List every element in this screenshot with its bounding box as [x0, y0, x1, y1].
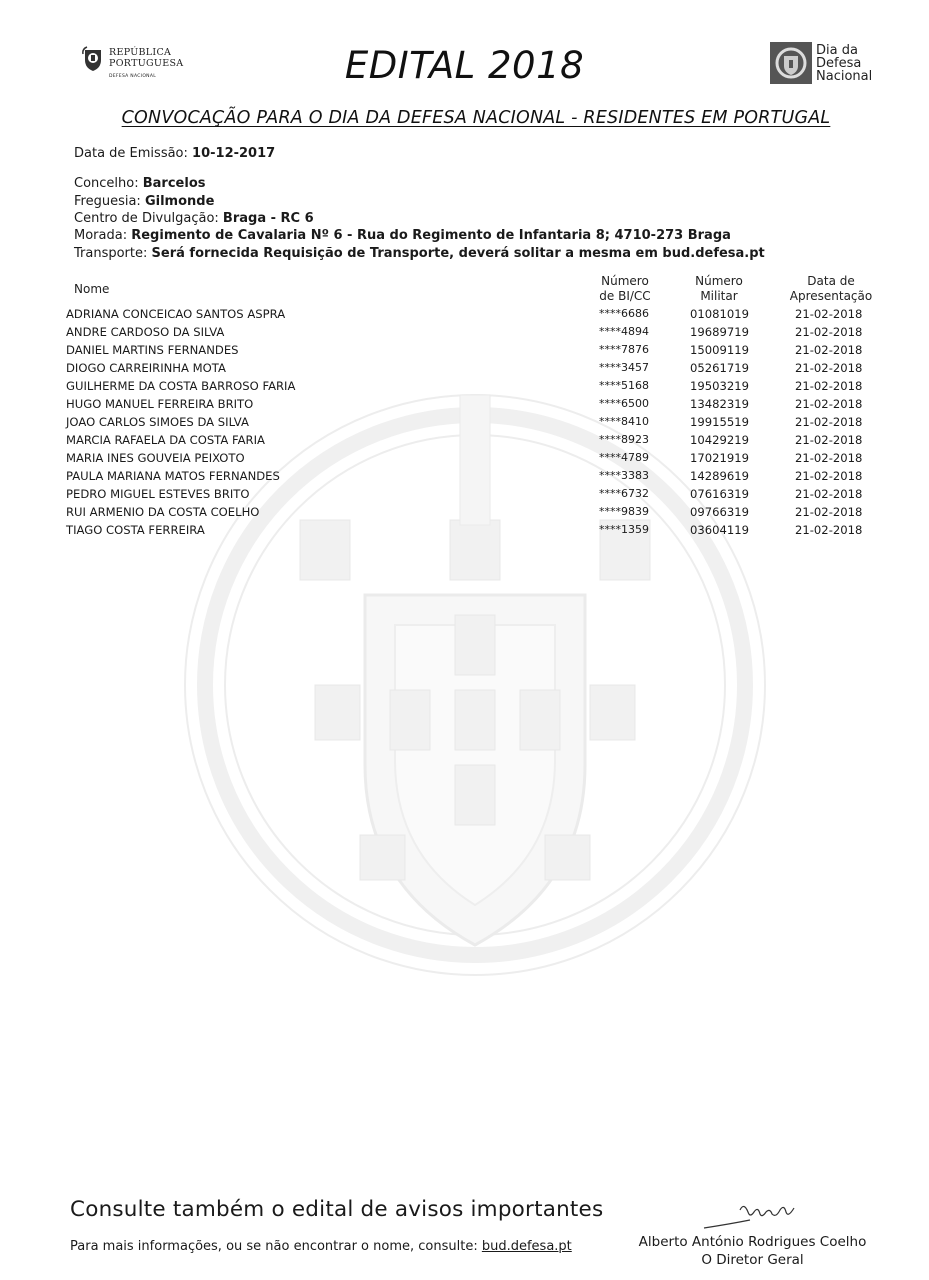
row-name: HUGO MANUEL FERREIRA BRITO — [66, 397, 254, 411]
row-name: TIAGO COSTA FERREIRA — [66, 523, 205, 537]
header-militar — [684, 274, 754, 304]
table-row — [66, 379, 886, 397]
row-militar: 01081019 — [690, 307, 750, 321]
freguesia-line — [74, 194, 214, 209]
morada-line — [74, 228, 731, 243]
transporte-line — [74, 246, 765, 261]
header-militar-line1: Número — [695, 274, 743, 288]
row-date: 21-02-2018 — [795, 379, 863, 393]
morada-label: Morada: — [74, 228, 128, 243]
row-date: 21-02-2018 — [795, 469, 863, 483]
row-bi: ****6686 — [599, 307, 649, 320]
row-date: 21-02-2018 — [795, 361, 863, 375]
header-bi-line2: de BI/CC — [599, 289, 651, 303]
page-title: EDITAL 2018 — [344, 44, 585, 87]
row-date: 21-02-2018 — [795, 307, 863, 321]
row-militar: 10429219 — [690, 433, 750, 447]
row-militar: 05261719 — [690, 361, 750, 375]
row-date: 21-02-2018 — [795, 451, 863, 465]
emission-label: Data de Emissão: — [74, 146, 188, 161]
row-name: PEDRO MIGUEL ESTEVES BRITO — [66, 487, 250, 501]
table-row — [66, 469, 886, 487]
republica-text: REPÚBLICA — [109, 47, 172, 58]
row-date: 21-02-2018 — [795, 487, 863, 501]
concelho-value: Barcelos — [142, 176, 206, 191]
table-row — [66, 433, 886, 451]
header-date-line2: Apresentação — [789, 289, 873, 303]
consult-notice: Consulte também o edital de avisos importantes — [70, 1197, 604, 1222]
row-militar: 07616319 — [690, 487, 750, 501]
row-bi: ****3457 — [599, 361, 649, 374]
freguesia-value: Gilmonde — [144, 194, 215, 209]
row-militar: 19915519 — [690, 415, 750, 429]
row-name: ADRIANA CONCEICAO SANTOS ASPRA — [66, 307, 286, 321]
row-name: DANIEL MARTINS FERNANDES — [66, 343, 239, 357]
transporte-label: Transporte: — [74, 246, 148, 261]
freguesia-label: Freguesia: — [74, 194, 141, 209]
row-bi: ****7876 — [599, 343, 649, 356]
header-name: Nome — [74, 282, 110, 296]
table-row — [66, 343, 886, 361]
row-bi: ****4789 — [599, 451, 649, 464]
emission-value: 10-12-2017 — [192, 146, 276, 161]
row-name: MARIA INES GOUVEIA PEIXOTO — [66, 451, 245, 465]
concelho-label: Concelho: — [74, 176, 139, 191]
row-date: 21-02-2018 — [795, 343, 863, 357]
row-name: DIOGO CARREIRINHA MOTA — [66, 361, 226, 375]
row-name: ANDRE CARDOSO DA SILVA — [66, 325, 225, 339]
row-name: JOAO CARLOS SIMOES DA SILVA — [66, 415, 249, 429]
table-row — [66, 361, 886, 379]
table-row — [66, 523, 886, 541]
header-bi — [590, 274, 660, 304]
row-bi: ****5168 — [599, 379, 649, 392]
defesa-nacional-small-text: DEFESA NACIONAL — [109, 74, 157, 79]
row-date: 21-02-2018 — [795, 325, 863, 339]
portuguesa-text: PORTUGUESA — [109, 58, 184, 69]
row-date: 21-02-2018 — [795, 505, 863, 519]
ddn-line3: Nacional — [816, 69, 873, 84]
morada-value: Regimento de Cavalaria Nº 6 - Rua do Regimento de Infantaria 8; 4710-273 Braga — [131, 228, 731, 243]
row-militar: 19503219 — [690, 379, 750, 393]
table-row — [66, 487, 886, 505]
header-militar-line2: Militar — [700, 289, 738, 303]
centro-line — [74, 211, 314, 226]
row-militar: 03604119 — [690, 523, 750, 537]
signer-title: O Diretor Geral — [701, 1252, 804, 1268]
row-bi: ****3383 — [599, 469, 649, 482]
signer-name: Alberto António Rodrigues Coelho — [638, 1234, 867, 1250]
row-bi: ****6732 — [599, 487, 649, 500]
centro-value: Braga - RC 6 — [222, 211, 314, 226]
ddn-line2: Defesa — [816, 56, 862, 71]
row-bi: ****4894 — [599, 325, 649, 338]
row-militar: 13482319 — [690, 397, 750, 411]
concelho-line — [74, 176, 206, 191]
row-bi: ****6500 — [599, 397, 649, 410]
row-name: MARCIA RAFAELA DA COSTA FARIA — [66, 433, 265, 447]
table-row — [66, 505, 886, 523]
signature — [700, 1198, 810, 1232]
more-info-line — [70, 1239, 572, 1254]
row-militar: 15009119 — [690, 343, 750, 357]
row-militar: 17021919 — [690, 451, 750, 465]
row-name: GUILHERME DA COSTA BARROSO FARIA — [66, 379, 296, 393]
table-row — [66, 451, 886, 469]
row-name: RUI ARMENIO DA COSTA COELHO — [66, 505, 260, 519]
ddn-emblem-icon — [770, 42, 812, 84]
row-date: 21-02-2018 — [795, 397, 863, 411]
row-bi: ****9839 — [599, 505, 649, 518]
row-date: 21-02-2018 — [795, 415, 863, 429]
more-info-text: Para mais informações, ou se não encontrar o nome, consulte: — [70, 1239, 478, 1254]
row-bi: ****8923 — [599, 433, 649, 446]
table-row — [66, 307, 886, 325]
row-militar: 09766319 — [690, 505, 750, 519]
table-row — [66, 415, 886, 433]
table-row — [66, 325, 886, 343]
row-militar: 19689719 — [690, 325, 750, 339]
ddn-logo — [770, 42, 900, 86]
centro-label: Centro de Divulgação: — [74, 211, 219, 226]
row-name: PAULA MARIANA MATOS FERNANDES — [66, 469, 280, 483]
table-row — [66, 397, 886, 415]
row-militar: 14289619 — [690, 469, 750, 483]
row-date: 21-02-2018 — [795, 523, 863, 537]
transporte-value: Será fornecida Requisição de Transporte, deverá solitar a mesma em bud.defesa.pt — [151, 246, 765, 261]
header-date-line1: Data de — [807, 274, 855, 288]
bud-defesa-link[interactable]: bud.defesa.pt — [481, 1239, 572, 1254]
row-date: 21-02-2018 — [795, 433, 863, 447]
header-date — [780, 274, 882, 304]
ddn-line1: Dia da — [816, 43, 858, 58]
row-bi: ****8410 — [599, 415, 649, 428]
emission-date-line — [74, 146, 275, 161]
row-bi: ****1359 — [599, 523, 649, 536]
header-bi-line1: Número — [601, 274, 649, 288]
document-subtitle: CONVOCAÇÃO PARA O DIA DA DEFESA NACIONAL - RESIDENTES EM PORTUGAL — [121, 108, 831, 128]
